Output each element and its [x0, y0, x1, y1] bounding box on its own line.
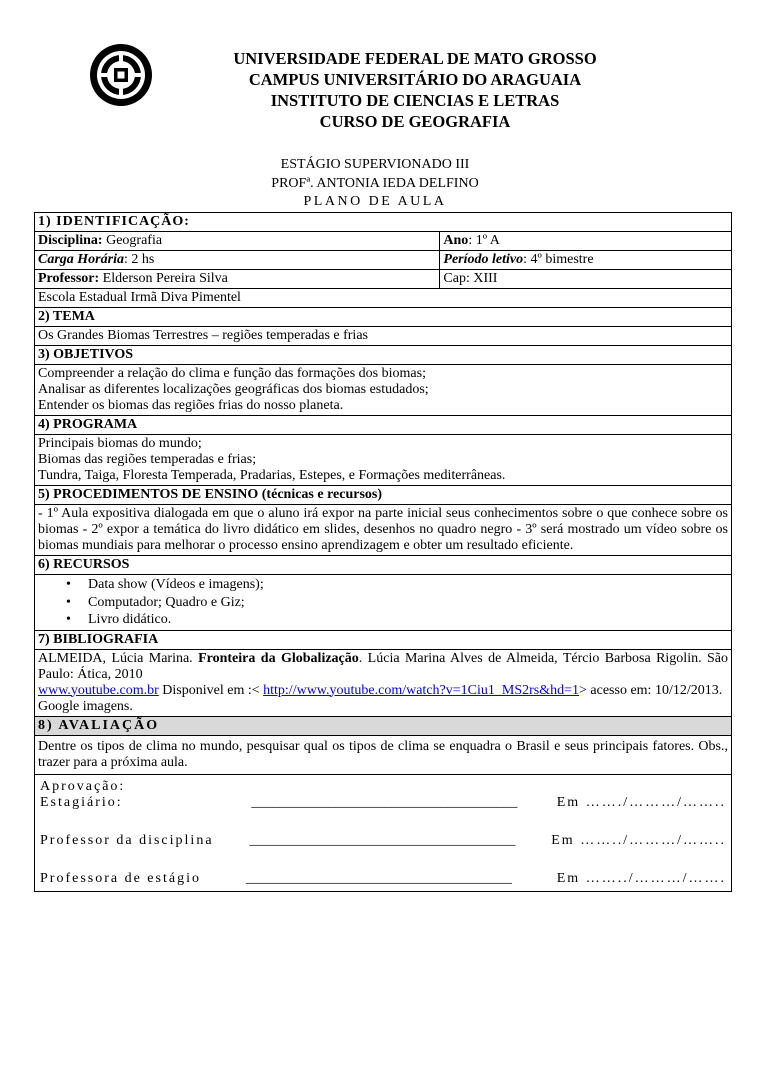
header-campus: CAMPUS UNIVERSITÁRIO DO ARAGUAIA [248, 70, 582, 89]
header-course: CURSO DE GEOGRAFIA [319, 112, 511, 131]
list-item: • Data show (Vídeos e imagens); [66, 577, 264, 592]
disciplina-cell: Disciplina: Geografia [35, 232, 440, 251]
section-bibliografia-title: 7) BIBLIOGRAFIA [35, 630, 732, 649]
university-seal-icon [88, 42, 154, 108]
bullet-icon: • [66, 577, 71, 592]
list-item: Tundra, Taiga, Floresta Temperada, Pradarias, Estepes, e Formações mediterrâneas. [38, 468, 506, 483]
section-objetivos-title: 3) OBJETIVOS [35, 346, 732, 365]
header-university: UNIVERSIDADE FEDERAL DE MATO GROSSO [233, 49, 597, 68]
escola-cell: Escola Estadual Irmã Diva Pimentel [35, 289, 732, 308]
professora-signature-row: Professora de estágio ______________________________________ Em ……../………/……. [40, 870, 726, 886]
lesson-plan-table [34, 212, 732, 892]
estagiario-signature-row: Estagiário: ______________________________________ Em ……./………/…….. [40, 794, 726, 810]
list-item: Analisar as diferentes localizações geográficas dos biomas estudados; [38, 382, 429, 397]
header-institute: INSTITUTO DE CIENCIAS E LETRAS [270, 91, 560, 110]
section-procedimentos-title: 5) PROCEDIMENTOS DE ENSINO (técnicas e recursos) [35, 486, 732, 505]
section-tema-title: 2) TEMA [35, 308, 732, 327]
carga-horaria-cell: Carga Horária: 2 hs [35, 251, 440, 270]
section-programa-title: 4) PROGRAMA [35, 416, 732, 435]
subheader-estagio: ESTÁGIO SUPERVIONADO III [280, 157, 470, 172]
bullet-icon: • [66, 594, 71, 610]
section-avaliacao-title: 8) AVALIAÇÃO [35, 716, 732, 735]
periodo-letivo-cell: Período letivo: 4º bimestre [440, 251, 732, 270]
tema-text: Os Grandes Biomas Terrestres – regiões temperadas e frias [35, 327, 732, 346]
aprovacao-label: Aprovação: [40, 778, 126, 794]
bibliografia-text: ALMEIDA, Lúcia Marina. Fronteira da Globalização. Lúcia Marina Alves de Almeida, Tércio Barbosa Rigolin. São Paulo: Ática, 2010 www.youtube.com.br Disponivel em :< http://www.youtube.com/watch?v=1Ciu1_MS2rs&hd=1> acesso em: 10/12/2013. Google imagens. [35, 649, 732, 716]
subheader-professor: PROFª. ANTONIA IEDA DELFINO [271, 176, 479, 191]
youtube-link[interactable]: www.youtube.com.br [38, 682, 159, 698]
avaliacao-text: Dentre os tipos de clima no mundo, pesquisar qual os tipos de clima se enquadra o Brasil e seus principais fatores. Obs., trazer para a próxima aula. [35, 735, 732, 774]
list-item: • Livro didático. [66, 612, 172, 627]
procedimentos-text: - 1º Aula expositiva dialogada em que o aluno irá expor na parte inicial seus conhecimentos sobre o que conhece sobre os biomas - 2º expor a temática do livro didático em slides, desenhos no quadro negro - 3º será mostrado um vídeo sobre os biomas mundiais para melhorar o processo ensino aprendizagem e obter um resultado eficiente. [35, 505, 732, 556]
programa-list [35, 435, 732, 486]
list-item: Compreender a relação do clima e função das formações dos biomas; [38, 366, 426, 381]
list-item: Entender os biomas das regiões frias do nosso planeta. [38, 398, 344, 413]
page-title: PLANO DE AULA [303, 194, 447, 209]
aprovacao-block [35, 774, 732, 891]
recursos-list [35, 575, 732, 631]
section-recursos-title: 6) RECURSOS [35, 556, 732, 575]
section-identificacao-title: 1) IDENTIFICAÇÃO: [35, 213, 732, 232]
list-item: • Computador; Quadro e Giz; [66, 594, 245, 610]
ano-cell: Ano: 1º A [440, 232, 732, 251]
professor-cell: Professor: Elderson Pereira Silva [35, 270, 440, 289]
objetivos-list [35, 365, 732, 416]
list-item: Principais biomas do mundo; [38, 436, 202, 451]
professor-signature-row: Professor da disciplina ______________________________________ Em ……../………/…….. [40, 832, 726, 848]
list-item: Biomas das regiões temperadas e frias; [38, 452, 257, 467]
bullet-icon: • [66, 612, 71, 627]
cap-cell: Cap: XIII [440, 270, 732, 289]
video-link[interactable]: http://www.youtube.com/watch?v=1Ciu1_MS2rs&hd=1 [263, 682, 580, 698]
